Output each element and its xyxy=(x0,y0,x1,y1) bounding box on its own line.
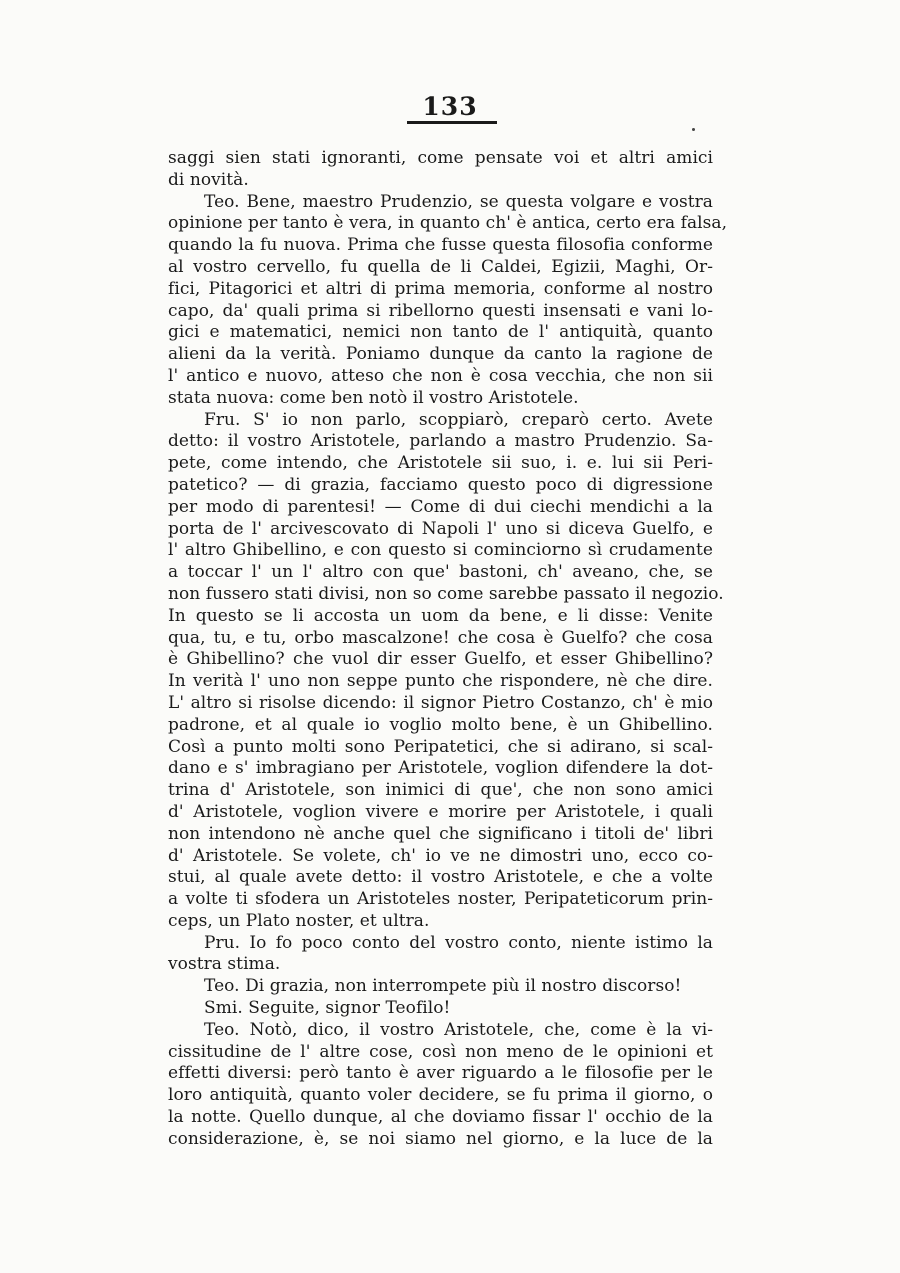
text-line: stata nuova: come ben notò il vostro Aristotele. xyxy=(168,387,579,408)
text-line: Pru. Io fo poco conto del vostro conto, niente istimo la xyxy=(204,932,713,953)
text-line: gici e matematici, nemici non tanto de l' antiquità, quanto xyxy=(168,322,713,343)
text-line: non fussero stati divisi, non so come sarebbe passato il negozio. xyxy=(168,583,724,604)
text-line: Così a punto molti sono Peripatetici, che si adirano, si scal- xyxy=(168,736,713,757)
text-line: dano e s' imbragiano per Aristotele, voglion difendere la dot- xyxy=(168,758,713,779)
text-line: pete, come intendo, che Aristotele sii suo, i. e. lui sii Peri- xyxy=(168,453,713,474)
text-line: opinione per tanto è vera, in quanto ch' è antica, certo era falsa, xyxy=(168,213,728,234)
text-line: a toccar l' un l' altro con que' bastoni, ch' aveano, che, se xyxy=(168,562,713,583)
text-line: In verità l' uno non seppe punto che rispondere, nè che dire. xyxy=(168,671,713,692)
text-line: saggi sien stati ignoranti, come pensate voi et altri amici xyxy=(168,148,713,168)
text-line: considerazione, è, se noi siamo nel giorno, e la luce de la xyxy=(168,1128,713,1149)
text-line: qua, tu, e tu, orbo mascalzone! che cosa è Guelfo? che cosa xyxy=(168,627,713,648)
text-line: Teo. Notò, dico, il vostro Aristotele, che, come è la vi- xyxy=(204,1019,713,1040)
text-line: di novità. xyxy=(168,169,249,190)
text-line: capo, da' quali prima si ribellorno questi insensati e vani lo- xyxy=(168,300,713,321)
text-line: l' antico e nuovo, atteso che non è cosa vecchia, che non sii xyxy=(168,365,713,386)
text-line: patetico? — di grazia, facciamo questo poco di digressione xyxy=(168,474,713,495)
text-line: non intendono nè anche quel che significano i titoli de' libri xyxy=(168,823,713,844)
text-line: In questo se li accosta un uom da bene, e li disse: Venite xyxy=(168,605,713,626)
text-line: Teo. Bene, maestro Prudenzio, se questa volgare e vostra xyxy=(204,191,713,212)
text-line: al vostro cervello, fu quella de li Caldei, Egizii, Maghi, Or- xyxy=(168,256,713,277)
text-line: Fru. S' io non parlo, scoppiarò, creparò certo. Avete xyxy=(204,409,713,430)
text-line: porta de l' arcivescovato di Napoli l' uno si diceva Guelfo, e xyxy=(168,518,713,539)
text-line: è Ghibellino? che vuol dir esser Guelfo, et esser Ghibellino? xyxy=(168,649,713,670)
text-line: quando la fu nuova. Prima che fusse questa filosofia conforme xyxy=(168,235,713,256)
text-line: Smi. Seguite, signor Teofilo! xyxy=(204,998,451,1019)
text-line: l' altro Ghibellino, e con questo si cominciorno sì crudamente xyxy=(168,540,713,561)
text-line: Teo. Di grazia, non interrompete più il nostro discorso! xyxy=(204,976,682,997)
text-line: vostra stima. xyxy=(168,954,281,975)
text-line: d' Aristotele. Se volete, ch' io ve ne dimostri uno, ecco co- xyxy=(168,845,713,866)
text-line: stui, al quale avete detto: il vostro Aristotele, e che a volte xyxy=(168,867,713,888)
text-line: alieni da la verità. Poniamo dunque da canto la ragione de xyxy=(168,344,713,365)
print-speck xyxy=(692,128,695,131)
text-line: effetti diversi: però tanto è aver riguardo a le filosofie per le xyxy=(168,1063,713,1084)
text-line: loro antiquità, quanto voler decidere, se fu prima il giorno, o xyxy=(168,1085,713,1106)
text-line: fici, Pitagorici et altri di prima memoria, conforme al nostro xyxy=(168,278,713,299)
body-text xyxy=(168,148,728,1151)
text-line: ceps, un Plato noster, et ultra. xyxy=(168,910,430,931)
text-line: trina d' Aristotele, son inimici di que', che non sono amici xyxy=(168,780,713,801)
text-line: d' Aristotele, voglion vivere e morire per Aristotele, i quali xyxy=(168,801,713,822)
text-line: la notte. Quello dunque, al che doviamo fissar l' occhio de la xyxy=(168,1107,713,1128)
page-number: 133 xyxy=(422,92,478,121)
page-number-rule xyxy=(407,121,497,124)
text-line: padrone, et al quale io voglio molto bene, è un Ghibellino. xyxy=(168,714,713,735)
text-line: cissitudine de l' altre cose, così non meno de le opinioni et xyxy=(168,1041,713,1062)
text-line: L' altro si risolse dicendo: il signor Pietro Costanzo, ch' è mio xyxy=(168,692,713,713)
text-line: per modo di parentesi! — Come di dui ciechi mendichi a la xyxy=(168,496,713,517)
text-line: a volte ti sfodera un Aristoteles noster, Peripateticorum prin- xyxy=(168,889,713,910)
text-line: detto: il vostro Aristotele, parlando a mastro Prudenzio. Sa- xyxy=(168,431,713,452)
